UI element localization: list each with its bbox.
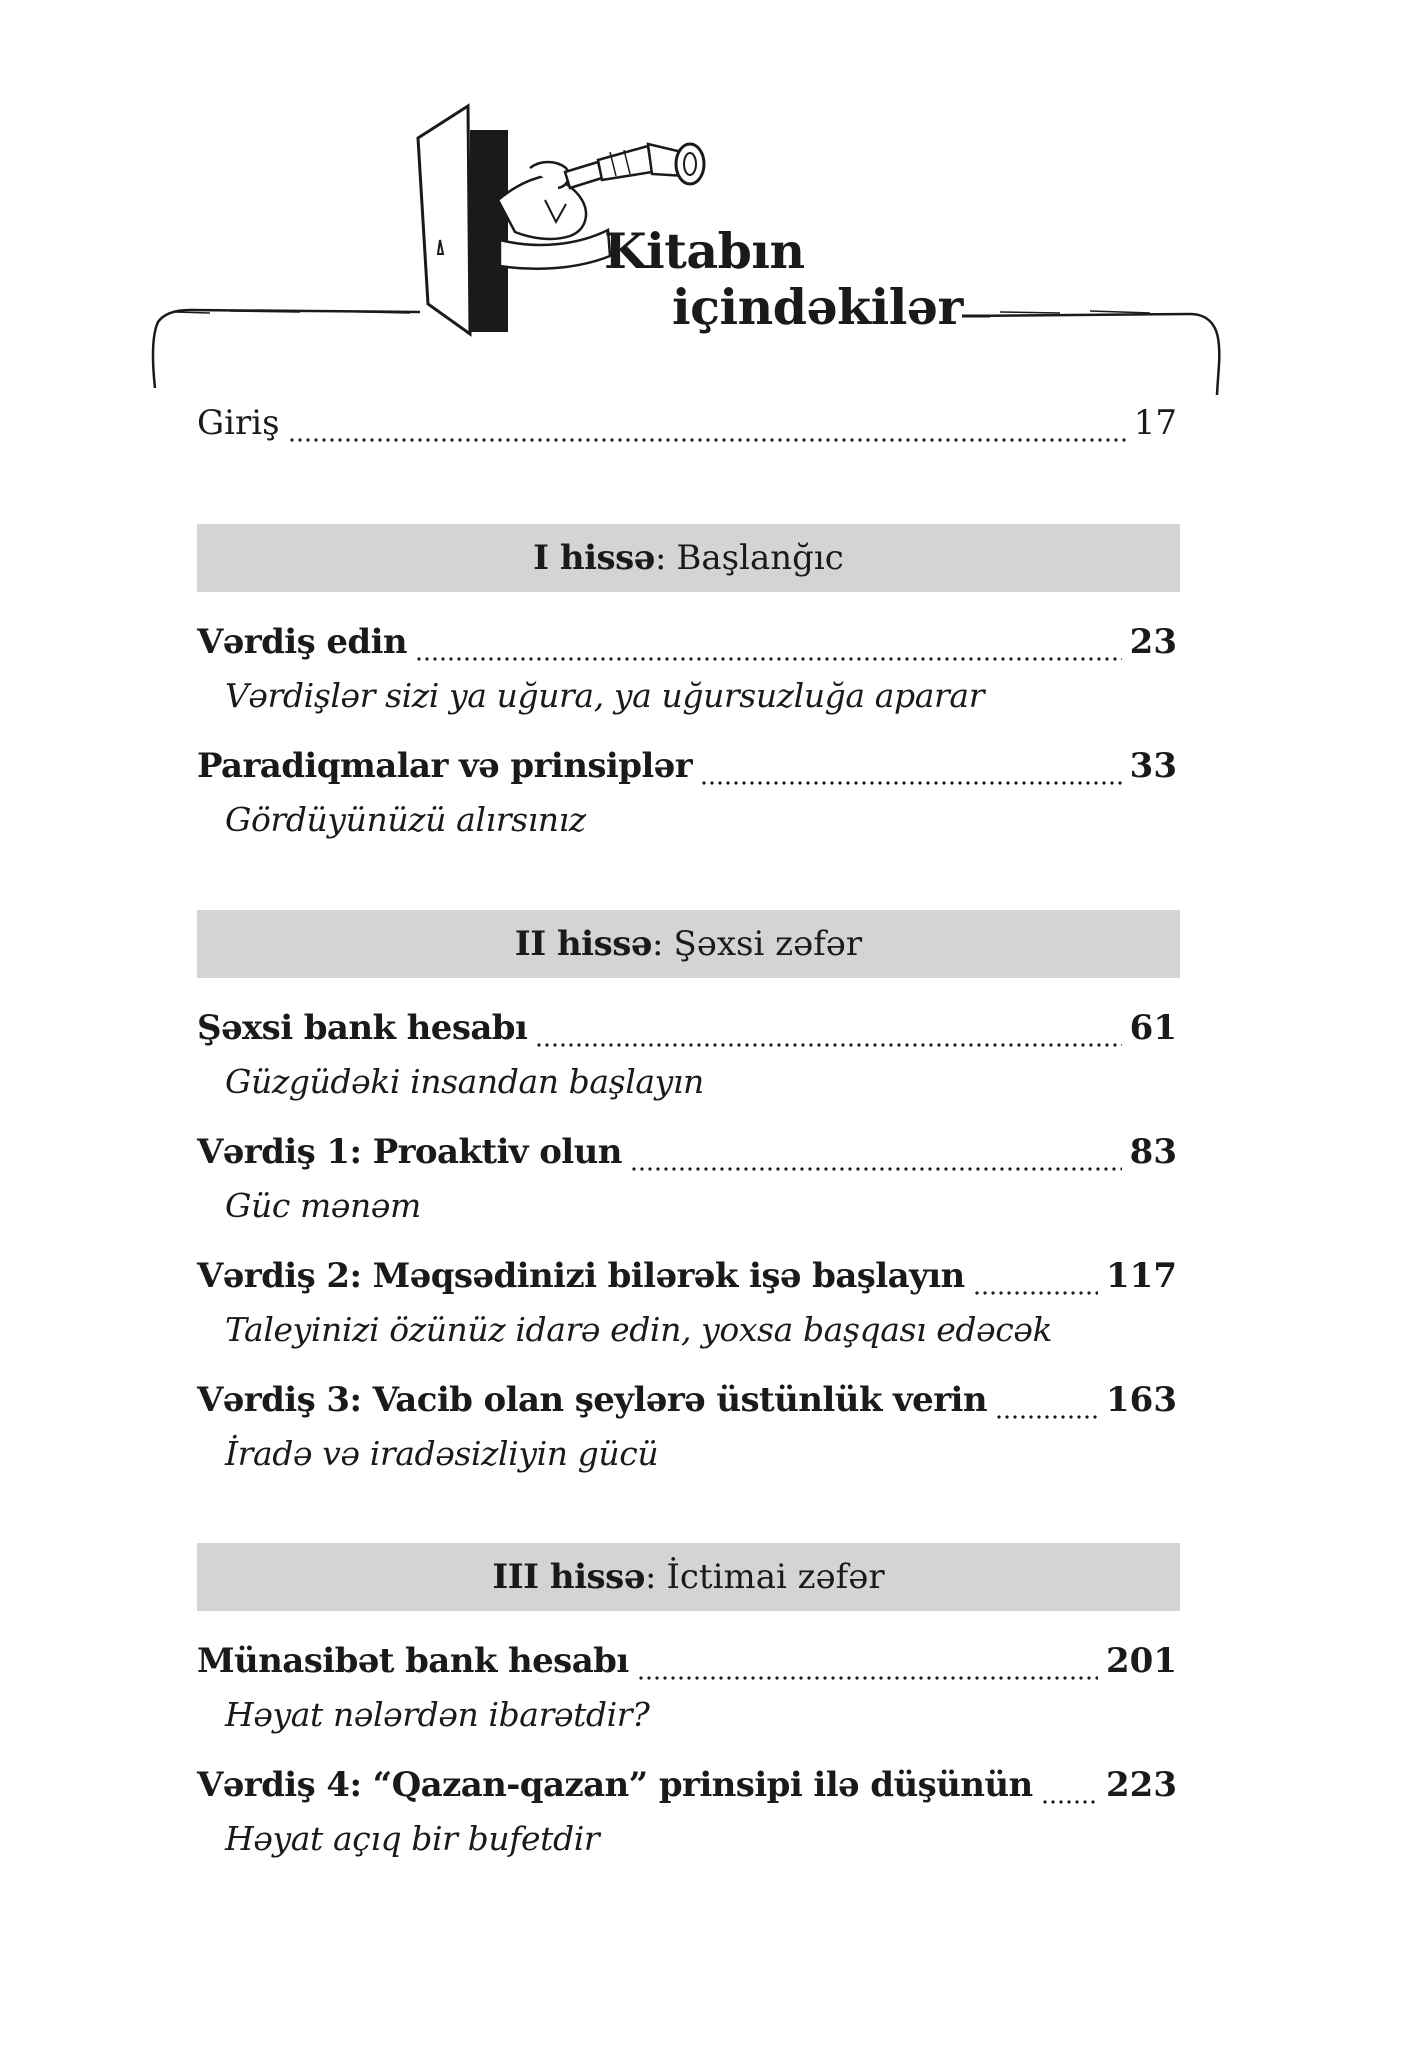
part-heading-3: III hissə : İctimai zəfər <box>197 1543 1180 1611</box>
toc-entry-title: Vərdiş edin <box>197 622 408 662</box>
part-name: İctimai zəfər <box>666 1557 885 1597</box>
page-header <box>0 0 1414 420</box>
toc-entry-subtitle: İradə və iradəsizliyin gücü <box>225 1434 659 1473</box>
toc-entry-title: Vərdiş 4: “Qazan-qazan” prinsipi ilə düşünün <box>197 1765 1033 1805</box>
part-heading-1: I hissə : Başlanğıc <box>197 524 1180 592</box>
part-label: I hissə <box>533 538 655 578</box>
dot-leader <box>995 1415 1098 1419</box>
toc-entry-subtitle: Həyat nələrdən ibarətdir? <box>225 1695 650 1734</box>
toc-entry[interactable] <box>197 1132 1177 1182</box>
toc-entry[interactable] <box>197 1765 1177 1815</box>
toc-entry-subtitle: Gördüyünüzü alırsınız <box>225 800 586 839</box>
toc-entry[interactable] <box>197 1008 1177 1058</box>
dot-leader <box>288 438 1126 442</box>
toc-entry[interactable] <box>197 1641 1177 1691</box>
dot-leader <box>415 657 1122 661</box>
dot-leader <box>637 1676 1098 1680</box>
toc-entry-page: 223 <box>1106 1765 1177 1805</box>
toc-entry-title: Vərdiş 1: Proaktiv olun <box>197 1132 622 1172</box>
part-name: Başlanğıc <box>676 538 844 578</box>
toc-entry-subtitle: Vərdişlər sizi ya uğura, ya uğursuzluğa aparar <box>225 676 985 715</box>
toc-entry-subtitle: Güzgüdəki insandan başlayın <box>225 1062 704 1101</box>
toc-entry-title: Giriş <box>197 403 280 443</box>
toc-entry-page: 23 <box>1129 622 1177 662</box>
toc-entry-page: 17 <box>1133 403 1177 443</box>
toc-entry-title: Vərdiş 2: Məqsədinizi bilərək işə başlayın <box>197 1256 965 1296</box>
dot-leader <box>535 1043 1121 1047</box>
toc-entry-subtitle: Taleyinizi özünüz idarə edin, yoxsa başqası edəcək <box>225 1310 1053 1349</box>
toc-entry-page: 83 <box>1129 1132 1177 1172</box>
toc-entry-page: 61 <box>1129 1008 1177 1048</box>
toc-entry-page: 201 <box>1106 1641 1177 1681</box>
toc-entry-title: Vərdiş 3: Vacib olan şeylərə üstünlük verin <box>197 1380 987 1420</box>
toc-entry-page: 163 <box>1106 1380 1177 1420</box>
toc-entry-title: Münasibət bank hesabı <box>197 1641 629 1681</box>
toc-entry-page: 33 <box>1129 746 1177 786</box>
toc-entry[interactable] <box>197 622 1177 672</box>
door-telescope-icon <box>0 0 1414 420</box>
toc-entry-title: Şəxsi bank hesabı <box>197 1008 528 1048</box>
part-name: Şəxsi zəfər <box>673 924 863 964</box>
page-title-line-1: Kitabın <box>604 222 805 280</box>
toc-entry[interactable] <box>197 1380 1177 1430</box>
dot-leader <box>700 781 1122 785</box>
part-label: III hissə <box>492 1557 645 1597</box>
toc-entry[interactable] <box>197 1256 1177 1306</box>
page-title-line-2: içindəkilər <box>672 278 963 336</box>
dot-leader <box>1041 1800 1098 1804</box>
toc-entry-subtitle: Güc mənəm <box>225 1186 421 1225</box>
dot-leader <box>973 1291 1098 1295</box>
toc-entry-subtitle: Həyat açıq bir bufetdir <box>225 1819 600 1858</box>
toc-entry-intro[interactable] <box>197 403 1177 453</box>
toc-entry-page: 117 <box>1106 1256 1177 1296</box>
part-heading-2: II hissə : Şəxsi zəfər <box>197 910 1180 978</box>
part-label: II hissə <box>514 924 652 964</box>
dot-leader <box>630 1167 1122 1171</box>
toc-entry-title: Paradiqmalar və prinsiplər <box>197 746 693 786</box>
toc-entry[interactable] <box>197 746 1177 796</box>
